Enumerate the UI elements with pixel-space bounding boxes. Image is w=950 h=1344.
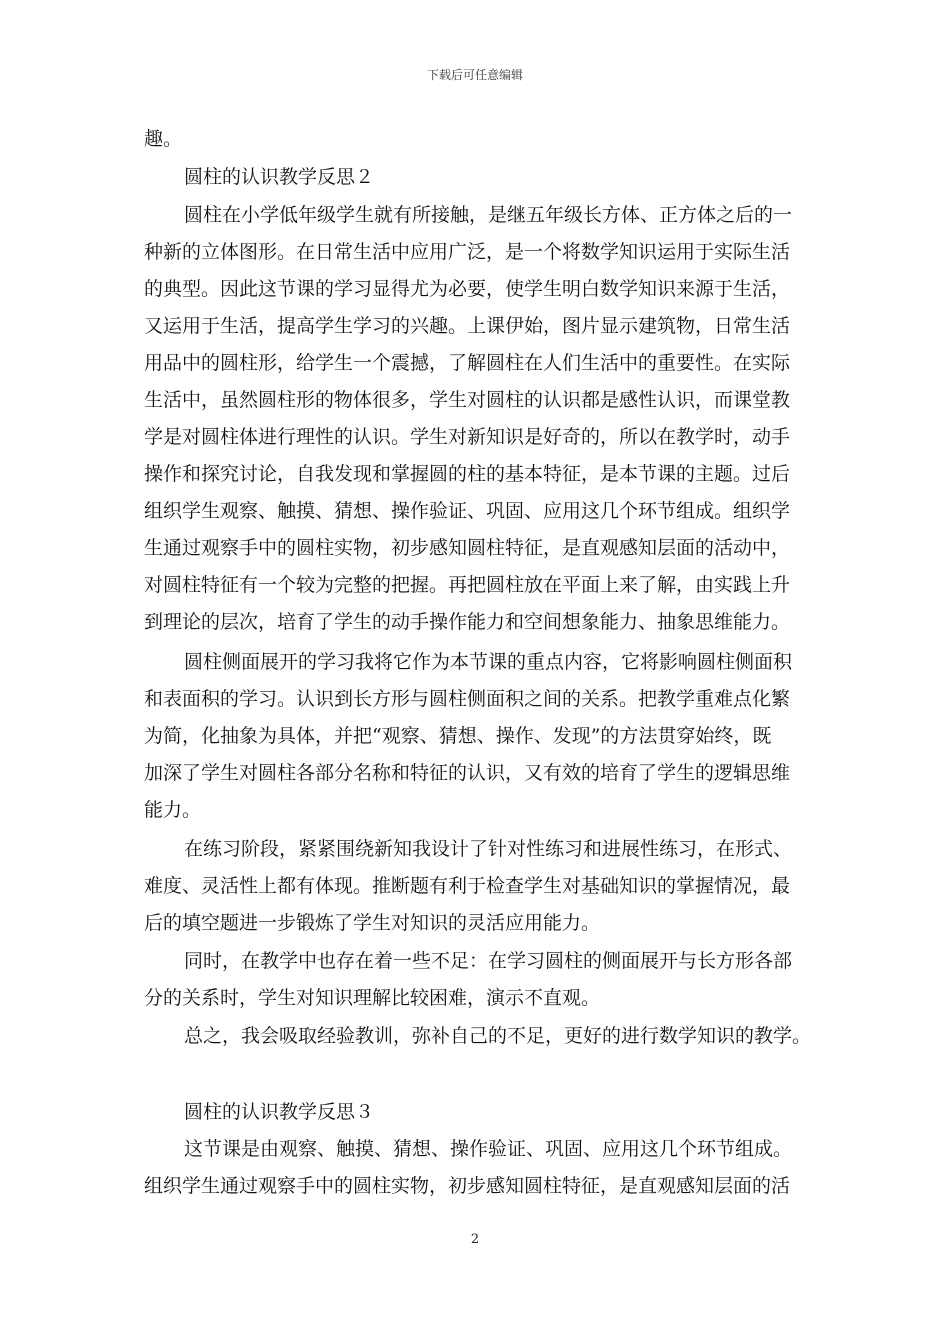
section-heading: 圆柱的认识教学反思３ [184, 1101, 375, 1123]
paragraph-line: 种新的立体图形。在日常生活中应用广泛，是一个将数学知识运用于实际生活 [144, 241, 791, 263]
paragraph-line: 操作和探究讨论，自我发现和掌握圆的柱的基本特征，是本节课的主题。过后 [144, 463, 791, 485]
paragraph-line: 分的关系时，学生对知识理解比较困难，演示不直观。 [144, 987, 601, 1009]
paragraph-line: 到理论的层次，培育了学生的动手操作能力和空间想象能力、抽象思维能力。 [144, 611, 791, 633]
paragraph-line: 组织学生通过观察手中的圆柱实物，初步感知圆柱特征，是直观感知层面的活 [144, 1175, 791, 1197]
paragraph-line: 为简，化抽象为具体，并把“观察、猜想、操作、发现”的方法贯穿始终，既 [144, 725, 772, 747]
paragraph-line: 对圆柱特征有一个较为完整的把握。再把圆柱放在平面上来了解，由实践上升 [144, 574, 791, 596]
paragraph-line: 用品中的圆柱形，给学生一个震撼，了解圆柱在人们生活中的重要性。在实际 [144, 352, 791, 374]
paragraph-line: 这节课是由观察、触摸、猜想、操作验证、巩固、应用这几个环节组成。 [184, 1138, 793, 1160]
page-header: 下载后可任意编辑 [426, 68, 523, 82]
paragraph-line: 组织学生观察、触摸、猜想、操作验证、巩固、应用这几个环节组成。组织学 [144, 500, 791, 522]
paragraph-line: 生活中，虽然圆柱形的物体很多，学生对圆柱的认识都是感性认识，而课堂教 [144, 389, 791, 411]
section-heading: 圆柱的认识教学反思２ [184, 166, 375, 188]
paragraph-line: 加深了学生对圆柱各部分名称和特征的认识，又有效的培育了学生的逻辑思维 [144, 762, 791, 784]
paragraph-line: 的典型。因此这节课的学习显得尤为必要，使学生明白数学知识来源于生活， [144, 278, 791, 300]
paragraph-line: 圆柱在小学低年级学生就有所接触，是继五年级长方体、正方体之后的一 [184, 204, 793, 226]
body-line: 趣。 [144, 128, 183, 150]
page-number: 2 [470, 1232, 480, 1247]
paragraph-line: 难度、灵活性上都有体现。推断题有利于检查学生对基础知识的掌握情况，最 [144, 875, 791, 897]
paragraph-line: 圆柱侧面展开的学习我将它作为本节课的重点内容，它将影响圆柱侧面积 [184, 651, 793, 673]
paragraph-line: 能力。 [144, 799, 202, 821]
paragraph-line: 又运用于生活，提高学生学习的兴趣。上课伊始，图片显示建筑物，日常生活 [144, 315, 791, 337]
paragraph-line: 总之，我会吸取经验教训，弥补自己的不足，更好的进行数学知识的教学。 [184, 1025, 812, 1047]
paragraph-line: 同时，在教学中也存在着一些不足：在学习圆柱的侧面展开与长方形各部 [184, 950, 793, 972]
paragraph-line: 学是对圆柱体进行理性的认识。学生对新知识是好奇的，所以在教学时，动手 [144, 426, 791, 448]
paragraph-line: 生通过观察手中的圆柱实物，初步感知圆柱特征，是直观感知层面的活动中， [144, 537, 791, 559]
paragraph-line: 后的填空题进一步锻炼了学生对知识的灵活应用能力。 [144, 912, 601, 934]
paragraph-line: 和表面积的学习。认识到长方形与圆柱侧面积之间的关系。把教学重难点化繁 [144, 688, 791, 710]
paragraph-line: 在练习阶段，紧紧围绕新知我设计了针对性练习和进展性练习，在形式、 [184, 838, 793, 860]
